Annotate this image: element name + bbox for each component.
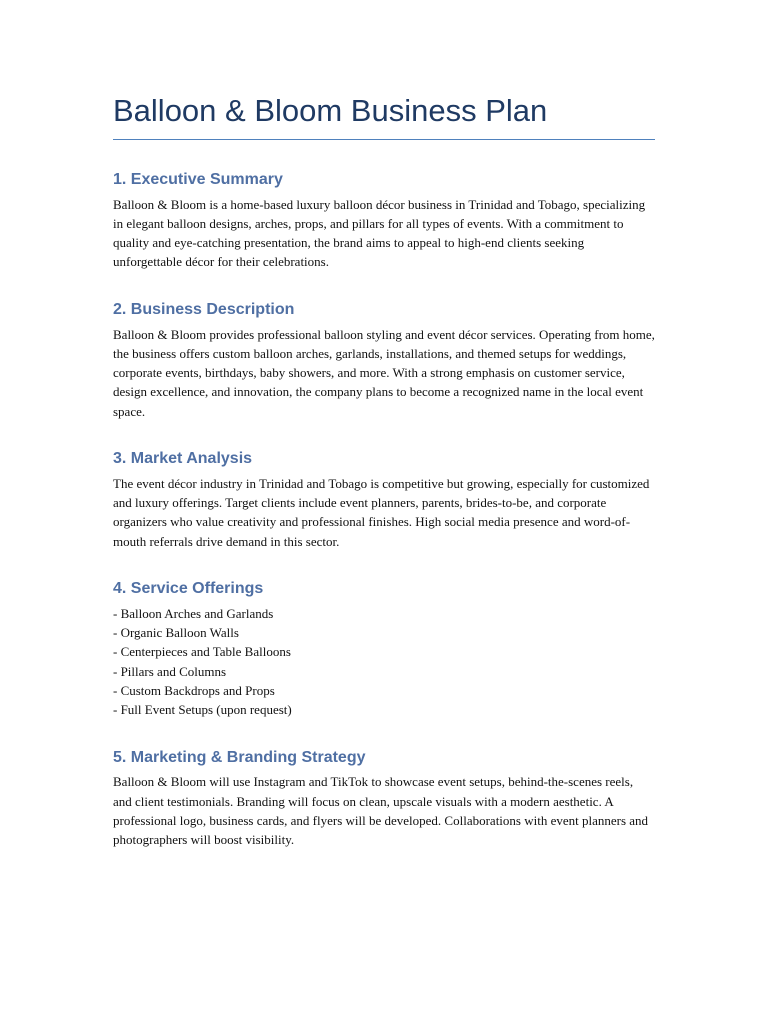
section-business-description	[113, 300, 655, 421]
list-item: - Custom Backdrops and Props	[113, 682, 275, 698]
list-item: - Full Event Setups (upon request)	[113, 702, 292, 718]
list-item: - Organic Balloon Walls	[113, 625, 239, 641]
section-body: Balloon & Bloom will use Instagram and TikTok to showcase event setups, behind-the-scenes reels, and client testimonials. Branding will focus on clean, upscale visuals with a modern aesthetic. A professional logo, business cards, and flyers will be developed. Collaborations with event planners and photographers will boost visibility.	[113, 774, 649, 848]
list-item: - Centerpieces and Table Balloons	[113, 644, 291, 660]
section-body: The event décor industry in Trinidad and Tobago is competitive but growing, especially for customized and luxury offerings. Target clients include event planners, parents, brides-to-be, and corporate organizers who value creativity and professional finishes. High social media presence and word-of-mouth referrals drive demand in this sector.	[113, 475, 650, 549]
section-heading: 5. Marketing & Branding Strategy	[113, 748, 366, 766]
section-service-offerings	[113, 579, 655, 720]
section-heading: 3. Market Analysis	[113, 450, 253, 468]
section-body: Balloon & Bloom is a home-based luxury balloon décor business in Trinidad and Tobago, specializing in elegant balloon designs, arches, props, and pillars for all types of events. With a commitment to quality and eye-catching presentation, the brand aims to appeal to high-end clients seeking unforgettable décor for their celebrations.	[113, 196, 646, 270]
service-list	[113, 604, 655, 720]
section-market-analysis	[113, 449, 655, 551]
section-heading: 1. Executive Summary	[113, 170, 283, 188]
section-marketing-strategy	[113, 748, 655, 850]
section-heading: 2. Business Description	[113, 300, 295, 318]
section-executive-summary	[113, 170, 655, 272]
section-heading: 4. Service Offerings	[113, 580, 264, 597]
list-item: - Balloon Arches and Garlands	[113, 605, 274, 621]
document-title: Balloon & Bloom Business Plan	[113, 92, 655, 140]
section-body: Balloon & Bloom provides professional balloon styling and event décor services. Operating from home, the business offers custom balloon arches, garlands, installations, and themed setups for weddings, corporate events, birthdays, baby showers, and more. With a strong emphasis on customer service, design excellence, and innovation, the company plans to become a recognized name in the local event space.	[113, 326, 655, 419]
list-item: - Pillars and Columns	[113, 663, 227, 679]
